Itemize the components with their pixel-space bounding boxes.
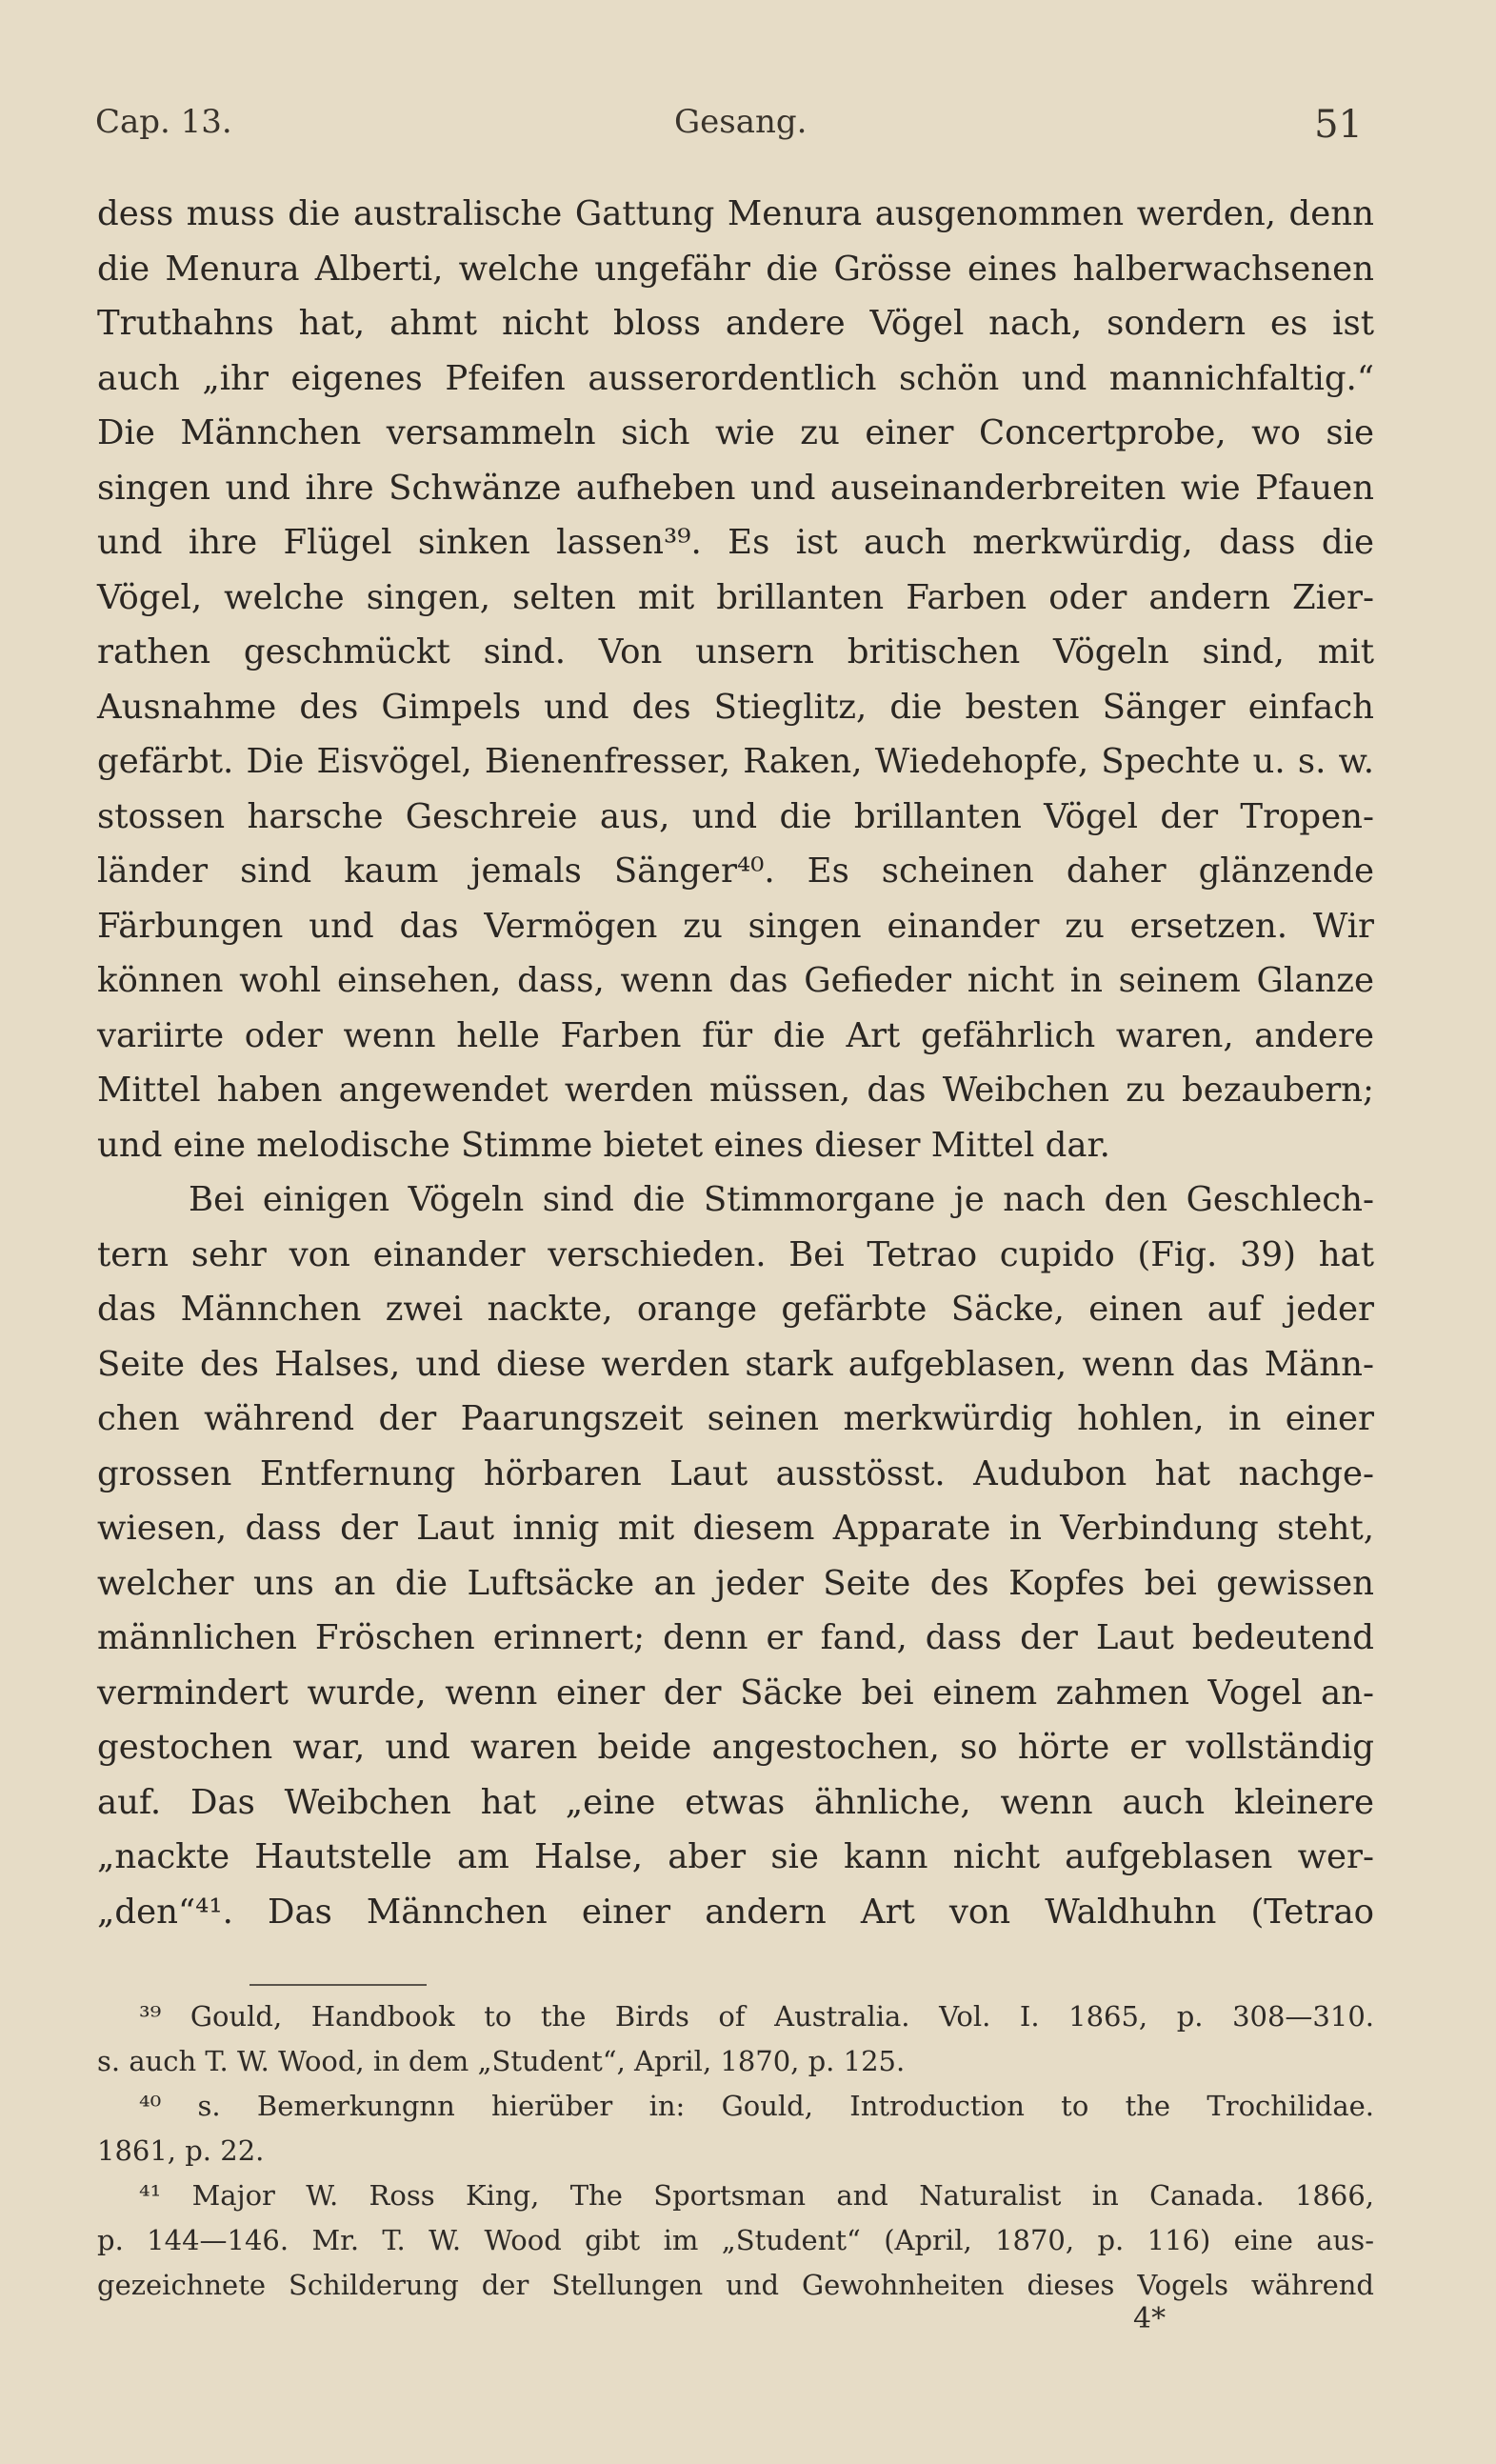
text-line: und ihre Flügel sinken lassen³⁹. Es ist auch merkwürdig, dass die (97, 523, 1374, 562)
text-line: Färbungen und das Vermögen zu singen einander zu ersetzen. Wir (97, 906, 1374, 946)
footnote-line: ⁴¹ Major W. Ross King, The Sportsman and Naturalist in Canada. 1866, (139, 2179, 1374, 2212)
text-line: „nackte Hautstelle am Halse, aber sie kann nicht aufgeblasen wer- (97, 1837, 1374, 1876)
text-line: Mittel haben angewendet werden müssen, das Weibchen zu bezaubern; (97, 1071, 1374, 1110)
text-line: die Menura Alberti, welche ungefähr die Grösse eines halberwachsenen (97, 249, 1374, 289)
text-line: stossen harsche Geschreie aus, und die brillanten Vögel der Tropen- (97, 796, 1374, 836)
text-line: können wohl einsehen, dass, wenn das Gefieder nicht in seinem Glanze (97, 961, 1374, 1000)
main-text (97, 187, 1374, 1939)
text-line: Bei einigen Vögeln sind die Stimmorgane je nach den Geschlech- (189, 1180, 1374, 1219)
footnote-line: gezeichnete Schilderung der Stellungen und Gewohnheiten dieses Vogels während (97, 2269, 1374, 2301)
footnote-line: 1861, p. 22. (97, 2134, 265, 2167)
text-line: chen während der Paarungszeit seinen merkwürdig hohlen, in einer (97, 1399, 1374, 1438)
footnote-line: ³⁹ Gould, Handbook to the Birds of Australia. Vol. I. 1865, p. 308—310. (139, 2000, 1374, 2033)
text-line: welcher uns an die Luftsäcke an jeder Seite des Kopfes bei gewissen (97, 1563, 1374, 1603)
text-line: auf. Das Weibchen hat „eine etwas ähnliche, wenn auch kleinere (97, 1782, 1374, 1822)
footnote-line: ⁴⁰ s. Bemerkungnn hierüber in: Gould, Introduction to the Trochilidae. (139, 2090, 1374, 2122)
text-line: Seite des Halses, und diese werden stark aufgeblasen, wenn das Männ- (97, 1344, 1374, 1384)
running-header (95, 103, 1363, 160)
text-line: Ausnahme des Gimpels und des Stieglitz, die besten Sänger einfach (97, 687, 1374, 727)
text-line: wiesen, dass der Laut innig mit diesem Apparate in Verbindung steht, (97, 1509, 1374, 1548)
text-line: länder sind kaum jemals Sänger⁴⁰. Es scheinen daher glänzende (97, 851, 1374, 891)
text-line: tern sehr von einander verschieden. Bei Tetrao cupido (Fig. 39) hat (97, 1234, 1374, 1274)
text-line: das Männchen zwei nackte, orange gefärbte Säcke, einen auf jeder (97, 1290, 1374, 1329)
running-title: Gesang. (674, 103, 808, 141)
text-line: Truthahns hat, ahmt nicht bloss andere Vögel nach, sondern es ist (97, 304, 1374, 343)
signature-mark: 4* (1133, 2302, 1167, 2335)
text-line: Vögel, welche singen, selten mit brillanten Farben oder andern Zier- (97, 577, 1374, 617)
footnote-divider (249, 1984, 427, 1986)
footnote-line: s. auch T. W. Wood, in dem „Student“, April, 1870, p. 125. (97, 2045, 906, 2077)
text-line: singen und ihre Schwänze aufheben und auseinanderbreiten wie Pfauen (97, 468, 1374, 508)
text-line: Die Männchen versammeln sich wie zu einer Concertprobe, wo sie (97, 413, 1374, 452)
text-line: gefärbt. Die Eisvögel, Bienenfresser, Raken, Wiedehopfe, Spechte u. s. w. (97, 742, 1374, 781)
chapter-label: Cap. 13. (95, 103, 232, 141)
text-line: männlichen Fröschen erinnert; denn er fand, dass der Laut bedeutend (97, 1618, 1374, 1657)
text-line: auch „ihr eigenes Pfeifen ausserordentlich schön und mannichfaltig.“ (97, 358, 1374, 398)
footnotes (97, 1994, 1374, 2308)
text-line: grossen Entfernung hörbaren Laut ausstösst. Audubon hat nachge- (97, 1453, 1374, 1493)
text-line: „den“⁴¹. Das Männchen einer andern Art von Waldhuhn (Tetrao (97, 1892, 1374, 1932)
footnote-line: p. 144—146. Mr. T. W. Wood gibt im „Student“ (April, 1870, p. 116) eine aus- (97, 2224, 1374, 2256)
text-line: vermindert wurde, wenn einer der Säcke bei einem zahmen Vogel an- (97, 1673, 1374, 1713)
text-line: rathen geschmückt sind. Von unsern britischen Vögeln sind, mit (97, 632, 1374, 671)
text-line: und eine melodische Stimme bietet eines dieser Mittel dar. (97, 1125, 1110, 1165)
page-number: 51 (1314, 103, 1363, 147)
text-line: dess muss die australische Gattung Menura ausgenommen werden, denn (97, 194, 1374, 233)
text-line: gestochen war, und waren beide angestochen, so hörte er vollständig (97, 1728, 1374, 1767)
text-line: variirte oder wenn helle Farben für die Art gefährlich waren, andere (97, 1015, 1374, 1055)
